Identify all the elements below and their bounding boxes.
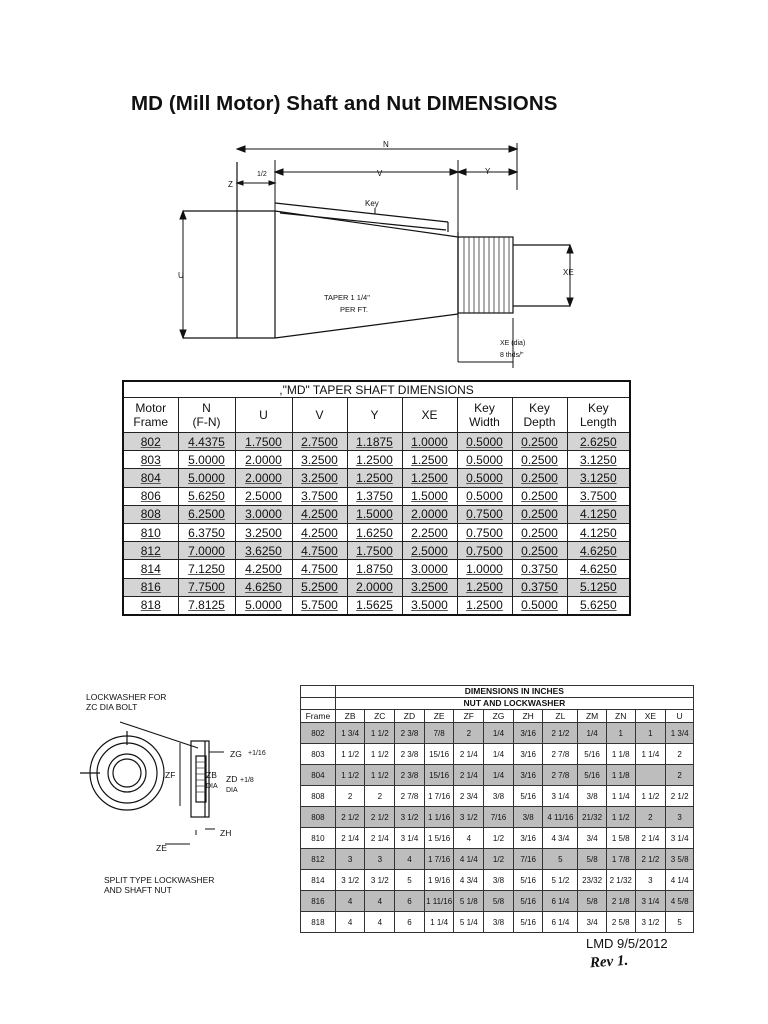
table-cell: 3.1250 xyxy=(567,469,630,487)
label-zd-tol: +1/8 xyxy=(240,777,254,784)
table-cell: 1/2 xyxy=(484,849,514,870)
table-cell: 2 xyxy=(454,723,484,744)
table-cell: 3/4 xyxy=(578,912,607,933)
shaft-column-header xyxy=(402,398,457,433)
nut-column-header: ZB xyxy=(335,710,365,723)
table-cell: 2 1/2 xyxy=(543,723,578,744)
table-row xyxy=(301,765,694,786)
table-cell: 4.2500 xyxy=(235,560,292,578)
table-cell: 5.2500 xyxy=(292,578,347,596)
table-cell: 802 xyxy=(301,723,336,744)
table-cell: 3 1/4 xyxy=(635,891,666,912)
table-cell: 4 3/4 xyxy=(543,828,578,849)
table-cell: 3 1/2 xyxy=(454,807,484,828)
table-cell: 1.5625 xyxy=(347,596,402,615)
table-cell: 2 xyxy=(635,807,666,828)
table-cell: 1.2500 xyxy=(402,469,457,487)
table-cell: 4 1/4 xyxy=(666,870,694,891)
nut-column-header: ZN xyxy=(606,710,635,723)
table-cell: 6 1/4 xyxy=(543,912,578,933)
label-z: Z xyxy=(228,180,233,189)
table-cell: 1.2500 xyxy=(457,596,512,615)
table-cell: 810 xyxy=(301,828,336,849)
table-cell: 1.6250 xyxy=(347,523,402,541)
table-cell: 2 1/4 xyxy=(365,828,395,849)
table-cell: 2 1/4 xyxy=(454,744,484,765)
table-cell: 4 11/16 xyxy=(543,807,578,828)
table-cell: 1 7/16 xyxy=(424,849,454,870)
table-cell: 1 1/4 xyxy=(606,786,635,807)
table-cell: 1.7500 xyxy=(235,433,292,451)
table-cell: 0.5000 xyxy=(457,451,512,469)
table-cell: 3 5/8 xyxy=(666,849,694,870)
table-cell: 2.5000 xyxy=(402,542,457,560)
table-cell: 4.6250 xyxy=(235,578,292,596)
table-cell: 3/8 xyxy=(578,786,607,807)
table-cell: 1 1/2 xyxy=(335,765,365,786)
table-cell: 2 1/4 xyxy=(335,828,365,849)
shaft-column-header xyxy=(347,398,402,433)
nut-lockwasher-dimensions-table xyxy=(300,685,694,933)
table-cell: 5.0000 xyxy=(235,596,292,615)
table-cell: 1/4 xyxy=(484,765,514,786)
table-cell: 4.2500 xyxy=(292,523,347,541)
table-cell: 15/16 xyxy=(424,765,454,786)
table-cell: 3.2500 xyxy=(402,578,457,596)
shaft-column-header-line: V xyxy=(315,408,324,422)
shaft-column-header xyxy=(567,398,630,433)
table-cell: 0.2500 xyxy=(512,451,567,469)
label-y: Y xyxy=(485,167,491,176)
nut-column-header: ZC xyxy=(365,710,395,723)
table-cell: 1 7/16 xyxy=(424,786,454,807)
table-cell: 3/8 xyxy=(484,870,514,891)
table-cell: 0.7500 xyxy=(457,505,512,523)
table-cell: 4 xyxy=(395,849,425,870)
table-cell: 3 1/4 xyxy=(543,786,578,807)
table-cell: 2.0000 xyxy=(402,505,457,523)
table-cell: 804 xyxy=(301,765,336,786)
shaft-column-header xyxy=(512,398,567,433)
table-cell: 803 xyxy=(301,744,336,765)
table-cell: 0.2500 xyxy=(512,469,567,487)
table-cell: 2 5/8 xyxy=(606,912,635,933)
table-cell: 3/4 xyxy=(578,828,607,849)
table-cell: 0.7500 xyxy=(457,542,512,560)
shaft-column-header-line: Key xyxy=(529,401,550,415)
table-cell: 2 xyxy=(666,765,694,786)
nut-column-header: ZH xyxy=(513,710,543,723)
label-taper: TAPER 1 1/4" xyxy=(324,293,370,302)
table-row xyxy=(301,870,694,891)
table-cell: 5/16 xyxy=(578,765,607,786)
table-cell: 5/8 xyxy=(578,891,607,912)
table-cell: 1.7500 xyxy=(347,542,402,560)
table-cell: 1/2 xyxy=(484,828,514,849)
table-cell: 1 1/2 xyxy=(635,786,666,807)
label-shaft-nut: AND SHAFT NUT xyxy=(104,885,172,895)
table-cell: 803 xyxy=(123,451,178,469)
table-cell: 1 1/2 xyxy=(365,723,395,744)
table-cell: 2 3/8 xyxy=(395,744,425,765)
table-cell: 2 7/8 xyxy=(543,744,578,765)
table-cell: 5.0000 xyxy=(178,469,235,487)
table-cell: 802 xyxy=(123,433,178,451)
table-cell: 4.2500 xyxy=(292,505,347,523)
table-cell: 5.6250 xyxy=(567,596,630,615)
table-cell: 5/16 xyxy=(513,912,543,933)
table-cell: 1 1/8 xyxy=(606,744,635,765)
table-cell: 3 xyxy=(666,807,694,828)
label-ze: ZE xyxy=(156,843,167,853)
table-cell: 0.5000 xyxy=(457,433,512,451)
label-xe-dia: XE (dia) xyxy=(500,340,526,347)
nut-column-header: ZF xyxy=(454,710,484,723)
table-cell: 6.2500 xyxy=(178,505,235,523)
label-split-type: SPLIT TYPE LOCKWASHER xyxy=(104,875,215,885)
table-cell: 2.7500 xyxy=(292,433,347,451)
table-cell: 3 xyxy=(365,849,395,870)
table-cell: 1 5/8 xyxy=(606,828,635,849)
table-cell: 6 xyxy=(395,891,425,912)
table-cell: 3/8 xyxy=(484,786,514,807)
table-cell: 1 1/8 xyxy=(606,765,635,786)
table-cell: 1/4 xyxy=(578,723,607,744)
table-cell: 2 7/8 xyxy=(395,786,425,807)
nut-column-header: ZG xyxy=(484,710,514,723)
nut-column-header: ZM xyxy=(578,710,607,723)
table-cell: 5 1/2 xyxy=(543,870,578,891)
table-cell: 3 1/4 xyxy=(666,828,694,849)
table-cell: 5/16 xyxy=(513,891,543,912)
table-cell: 21/32 xyxy=(578,807,607,828)
table-cell: 3/8 xyxy=(484,912,514,933)
table-cell: 808 xyxy=(301,786,336,807)
table-cell: 812 xyxy=(301,849,336,870)
table-cell: 1.2500 xyxy=(347,469,402,487)
table-cell: 5 xyxy=(543,849,578,870)
table-cell: 5/16 xyxy=(578,744,607,765)
table-cell: 5.7500 xyxy=(292,596,347,615)
label-z-half: 1/2 xyxy=(257,171,267,178)
table-cell: 5/16 xyxy=(513,786,543,807)
table-cell: 4 xyxy=(335,912,365,933)
table-cell: 3.7500 xyxy=(567,487,630,505)
table-cell: 3 1/2 xyxy=(335,870,365,891)
table-cell: 3 1/2 xyxy=(365,870,395,891)
table-cell: 5 xyxy=(395,870,425,891)
label-zf: ZF xyxy=(165,770,176,780)
signature-date: LMD 9/5/2012 xyxy=(586,936,668,951)
table-cell: 4 xyxy=(335,891,365,912)
nut-table-caption-title: NUT AND LOCKWASHER xyxy=(335,698,693,710)
table-cell: 1 1/2 xyxy=(335,744,365,765)
table-cell: 3.5000 xyxy=(402,596,457,615)
nut-column-header: U xyxy=(666,710,694,723)
shaft-column-header-line: Motor xyxy=(135,401,167,415)
label-v: V xyxy=(377,169,383,178)
table-cell: 5.1250 xyxy=(567,578,630,596)
table-cell: 15/16 xyxy=(424,744,454,765)
table-row xyxy=(301,828,694,849)
table-cell: 2 xyxy=(365,786,395,807)
table-cell: 4 xyxy=(365,912,395,933)
table-cell: 3.7500 xyxy=(292,487,347,505)
table-cell: 1 3/4 xyxy=(666,723,694,744)
label-key: Key xyxy=(365,199,379,208)
table-cell: 3 1/2 xyxy=(635,912,666,933)
table-cell: 1 5/16 xyxy=(424,828,454,849)
shaft-column-header xyxy=(457,398,512,433)
table-cell: 3 1/4 xyxy=(395,828,425,849)
shaft-column-header-line: N xyxy=(202,401,211,415)
table-cell: 4.7500 xyxy=(292,560,347,578)
table-cell: 1.0000 xyxy=(402,433,457,451)
table-cell: 814 xyxy=(301,870,336,891)
table-cell: 2.5000 xyxy=(235,487,292,505)
label-zh: ZH xyxy=(220,828,232,838)
table-cell: 0.5000 xyxy=(457,487,512,505)
table-cell: 3/16 xyxy=(513,744,543,765)
nut-column-header: ZE xyxy=(424,710,454,723)
table-cell: 5/8 xyxy=(484,891,514,912)
table-cell: 2 xyxy=(666,744,694,765)
shaft-column-header-line: Key xyxy=(474,401,495,415)
page-title: MD (Mill Motor) Shaft and Nut DIMENSIONS xyxy=(131,92,558,115)
table-cell: 818 xyxy=(123,596,178,615)
table-cell: 1.0000 xyxy=(457,560,512,578)
label-zb-dia: DIA xyxy=(206,783,218,790)
table-cell: 3 xyxy=(335,849,365,870)
table-cell: 1 1/16 xyxy=(424,807,454,828)
table-cell: 2 1/4 xyxy=(635,828,666,849)
table-cell: 2 3/8 xyxy=(395,765,425,786)
table-cell: 0.7500 xyxy=(457,523,512,541)
table-cell: 1 1/2 xyxy=(365,765,395,786)
label-u: U xyxy=(178,271,184,280)
table-cell: 812 xyxy=(123,542,178,560)
table-row xyxy=(301,807,694,828)
table-cell: 2.0000 xyxy=(347,578,402,596)
label-zg: ZG xyxy=(230,749,242,759)
table-cell: 7/16 xyxy=(484,807,514,828)
nut-lockwasher-drawing xyxy=(0,0,300,1024)
table-cell: 1.2500 xyxy=(457,578,512,596)
table-cell: 4 1/4 xyxy=(454,849,484,870)
table-cell: 7.0000 xyxy=(178,542,235,560)
table-cell: 4.4375 xyxy=(178,433,235,451)
table-cell: 1 3/4 xyxy=(335,723,365,744)
table-cell: 1 1/4 xyxy=(424,912,454,933)
label-zg-tol: +1/16 xyxy=(248,750,266,757)
table-cell: 5.6250 xyxy=(178,487,235,505)
table-cell: 2 1/8 xyxy=(606,891,635,912)
table-cell: 1 7/8 xyxy=(606,849,635,870)
table-cell: 0.3750 xyxy=(512,560,567,578)
table-cell: 3.6250 xyxy=(235,542,292,560)
table-row xyxy=(301,786,694,807)
nut-table-header-row xyxy=(301,710,694,723)
table-cell: 2 1/2 xyxy=(666,786,694,807)
table-cell: 1.1875 xyxy=(347,433,402,451)
table-cell: 0.5000 xyxy=(512,596,567,615)
label-lockwasher: LOCKWASHER FOR xyxy=(86,692,167,702)
table-cell: 4.6250 xyxy=(567,560,630,578)
label-zd-dia: DIA xyxy=(226,787,238,794)
table-cell: 2 1/4 xyxy=(454,765,484,786)
table-cell: 1.2500 xyxy=(347,451,402,469)
table-cell: 7/8 xyxy=(424,723,454,744)
table-cell: 7.1250 xyxy=(178,560,235,578)
table-cell: 814 xyxy=(123,560,178,578)
table-cell: 4 3/4 xyxy=(454,870,484,891)
table-cell: 1 xyxy=(635,723,666,744)
table-cell: 4.1250 xyxy=(567,505,630,523)
table-cell: 2 3/8 xyxy=(395,723,425,744)
table-cell xyxy=(635,765,666,786)
table-cell: 3.2500 xyxy=(292,451,347,469)
table-cell: 0.2500 xyxy=(512,487,567,505)
table-cell: 3/16 xyxy=(513,723,543,744)
table-row xyxy=(301,891,694,912)
label-threads: 8 thds/" xyxy=(500,352,524,359)
nut-column-header: ZD xyxy=(395,710,425,723)
table-cell: 5 1/4 xyxy=(454,912,484,933)
table-cell: 0.3750 xyxy=(512,578,567,596)
shaft-column-header-line: Width xyxy=(469,415,500,429)
table-cell: 7.7500 xyxy=(178,578,235,596)
table-cell: 3.1250 xyxy=(567,451,630,469)
table-cell: 1.5000 xyxy=(402,487,457,505)
label-zc-dia-bolt: ZC DIA BOLT xyxy=(86,702,138,712)
label-per-ft: PER FT. xyxy=(340,305,368,314)
table-cell: 2 1/2 xyxy=(335,807,365,828)
table-cell: 0.2500 xyxy=(512,433,567,451)
shaft-column-header-line: U xyxy=(259,408,268,422)
shaft-column-header-line: (F-N) xyxy=(192,415,221,429)
table-cell: 3/16 xyxy=(513,765,543,786)
nut-column-header: XE xyxy=(635,710,666,723)
table-cell: 0.2500 xyxy=(512,505,567,523)
table-cell: 804 xyxy=(123,469,178,487)
shaft-column-header-line: Length xyxy=(579,415,617,429)
table-cell: 1 1/2 xyxy=(606,807,635,828)
table-cell: 4.1250 xyxy=(567,523,630,541)
shaft-column-header-line: XE xyxy=(421,408,438,422)
shaft-column-header-line: Key xyxy=(587,401,609,415)
shaft-column-header-line: Depth xyxy=(523,415,556,429)
shaft-column-header xyxy=(292,398,347,433)
table-cell: 816 xyxy=(301,891,336,912)
table-cell: 816 xyxy=(123,578,178,596)
table-cell: 0.2500 xyxy=(512,542,567,560)
table-cell: 2 7/8 xyxy=(543,765,578,786)
table-cell: 1.3750 xyxy=(347,487,402,505)
table-cell: 3/8 xyxy=(513,807,543,828)
nut-table-caption-units: DIMENSIONS IN INCHES xyxy=(335,686,693,698)
label-xe: XE xyxy=(563,268,574,277)
table-cell: 818 xyxy=(301,912,336,933)
table-cell: 808 xyxy=(301,807,336,828)
table-row xyxy=(301,744,694,765)
table-cell: 806 xyxy=(123,487,178,505)
nut-column-header: ZL xyxy=(543,710,578,723)
table-cell: 3/16 xyxy=(513,828,543,849)
table-cell: 1/4 xyxy=(484,744,514,765)
table-cell: 1.2500 xyxy=(402,451,457,469)
shaft-column-header-line: Frame xyxy=(133,415,169,429)
table-cell: 3.2500 xyxy=(235,523,292,541)
table-cell: 0.5000 xyxy=(457,469,512,487)
label-zd: ZD xyxy=(226,774,238,784)
table-cell: 1 xyxy=(606,723,635,744)
table-cell: 2.2500 xyxy=(402,523,457,541)
table-cell: 3.2500 xyxy=(292,469,347,487)
table-cell: 2 1/32 xyxy=(606,870,635,891)
table-cell: 5 1/8 xyxy=(454,891,484,912)
table-cell: 4 5/8 xyxy=(666,891,694,912)
table-cell: 6 xyxy=(395,912,425,933)
table-cell: 5 xyxy=(666,912,694,933)
table-cell: 4 xyxy=(365,891,395,912)
table-cell: 3 xyxy=(635,870,666,891)
table-caption: ,"MD" TAPER SHAFT DIMENSIONS xyxy=(123,381,630,398)
table-cell: 4.6250 xyxy=(567,542,630,560)
table-cell: 810 xyxy=(123,523,178,541)
table-cell: 3 1/2 xyxy=(395,807,425,828)
table-cell: 5/8 xyxy=(578,849,607,870)
table-row xyxy=(301,849,694,870)
table-cell: 808 xyxy=(123,505,178,523)
table-cell: 1 11/16 xyxy=(424,891,454,912)
table-cell: 2 1/2 xyxy=(365,807,395,828)
table-cell: 3.0000 xyxy=(402,560,457,578)
table-cell: 2 xyxy=(335,786,365,807)
table-cell: 0.2500 xyxy=(512,523,567,541)
table-cell: 5/16 xyxy=(513,870,543,891)
label-zb: ZB xyxy=(206,770,217,780)
table-cell: 2 3/4 xyxy=(454,786,484,807)
table-cell: 1 1/4 xyxy=(635,744,666,765)
table-cell: 23/32 xyxy=(578,870,607,891)
table-cell: 4 xyxy=(454,828,484,849)
table-cell: 6 1/4 xyxy=(543,891,578,912)
table-cell: 2 1/2 xyxy=(635,849,666,870)
shaft-column-header-line: Y xyxy=(370,408,379,422)
table-cell: 2.0000 xyxy=(235,469,292,487)
table-row xyxy=(301,723,694,744)
table-cell: 3.0000 xyxy=(235,505,292,523)
table-row xyxy=(301,912,694,933)
table-cell: 1.5000 xyxy=(347,505,402,523)
table-cell: 1/4 xyxy=(484,723,514,744)
table-cell: 1 9/16 xyxy=(424,870,454,891)
table-cell: 4.7500 xyxy=(292,542,347,560)
table-cell: 6.3750 xyxy=(178,523,235,541)
table-cell: 7/16 xyxy=(513,849,543,870)
table-cell: 7.8125 xyxy=(178,596,235,615)
label-n: N xyxy=(383,140,389,149)
table-cell: 2.6250 xyxy=(567,433,630,451)
nut-column-header: Frame xyxy=(301,710,336,723)
table-cell: 1.8750 xyxy=(347,560,402,578)
revision-mark: Rev 1. xyxy=(589,952,629,972)
table-cell: 5.0000 xyxy=(178,451,235,469)
table-cell: 1 1/2 xyxy=(365,744,395,765)
table-cell: 2.0000 xyxy=(235,451,292,469)
